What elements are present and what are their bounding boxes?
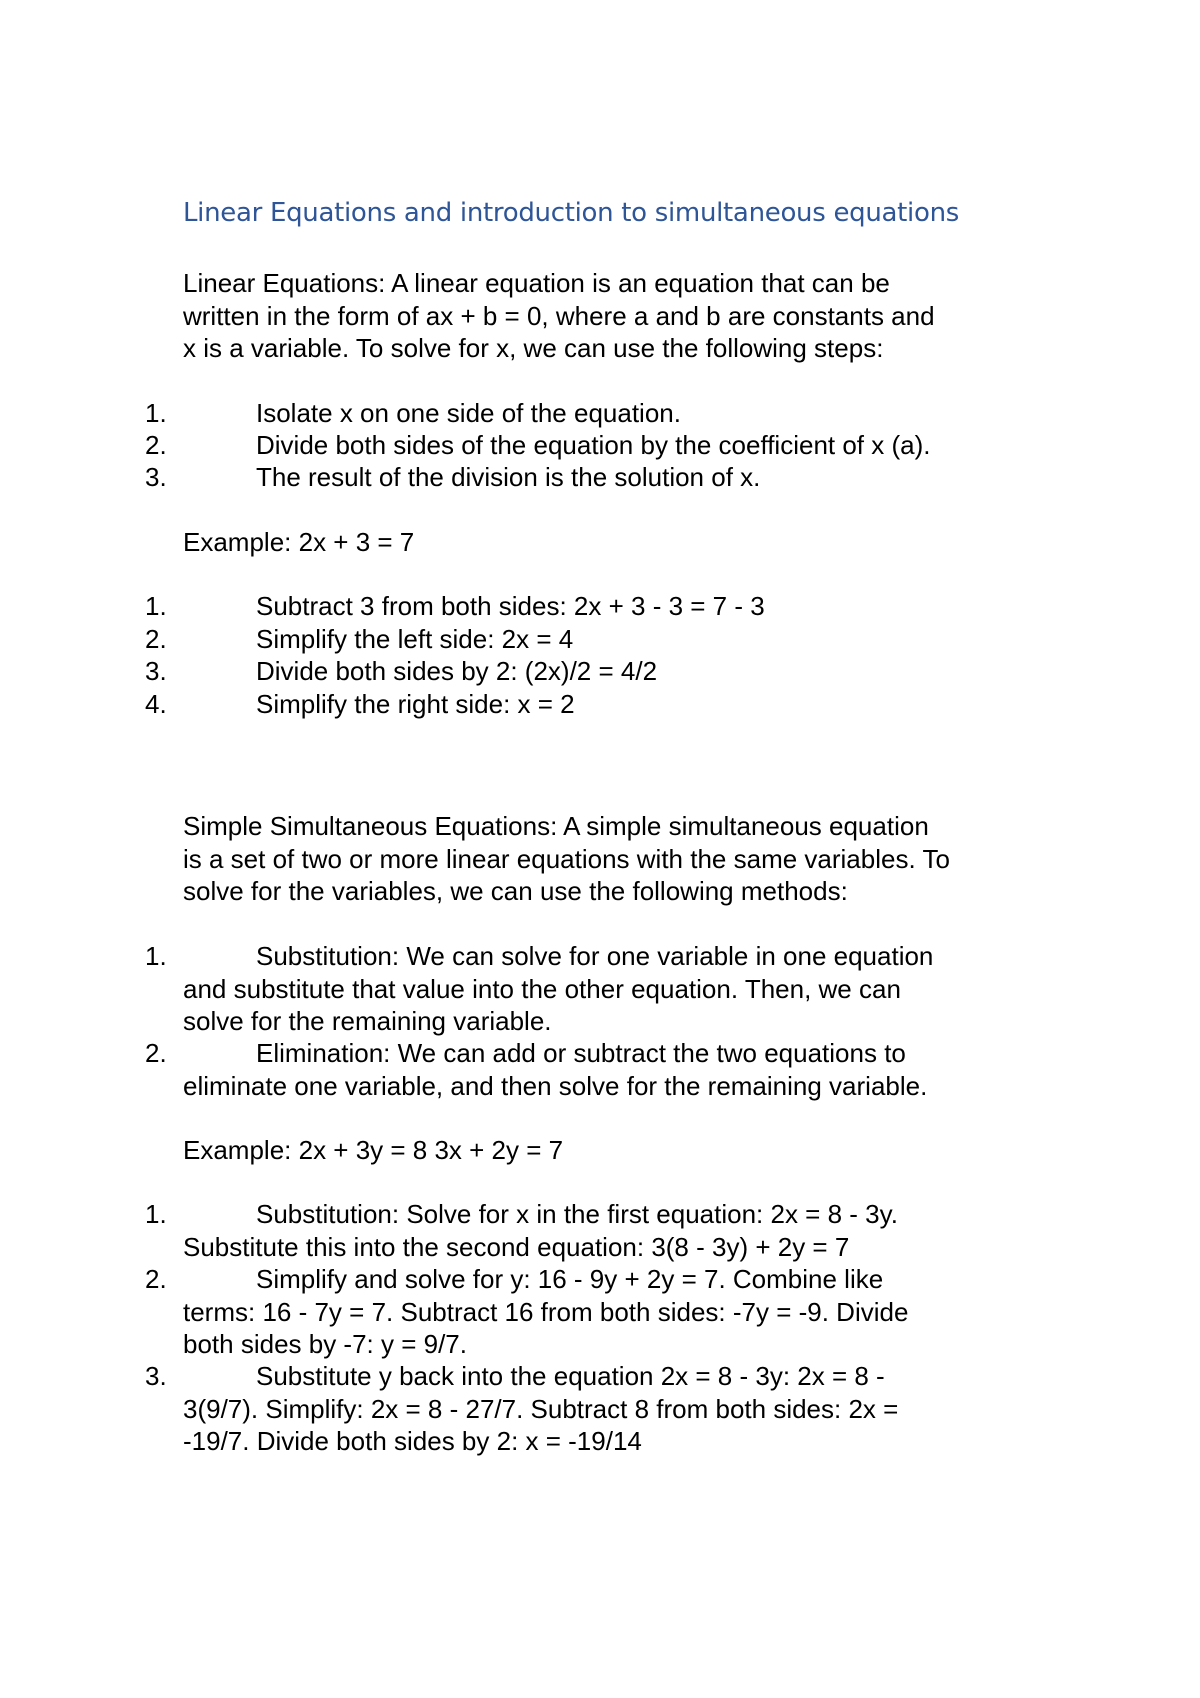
list-number: 1.: [145, 941, 167, 971]
list-text: Elimination: We can add or subtract the two equations to: [256, 1038, 906, 1068]
list-item: [145, 623, 1045, 656]
intro-line: Linear Equations: A linear equation is an equation that can be: [183, 268, 890, 298]
list-number: 1.: [145, 398, 167, 428]
list-item: [145, 940, 1045, 1038]
list-text: -19/7. Divide both sides by 2: x = -19/14: [183, 1426, 642, 1456]
list-text: Simplify the right side: x = 2: [256, 689, 575, 719]
list-number: 3.: [145, 462, 167, 492]
list-item: [145, 590, 1045, 623]
example2-heading-text: Example: 2x + 3y = 8 3x + 2y = 7: [183, 1135, 564, 1165]
simultaneous-line: is a set of two or more linear equations with the same variables. To: [183, 843, 950, 874]
document-title: Linear Equations and introduction to simultaneous equations: [183, 198, 959, 228]
list-number: 2.: [145, 1038, 167, 1068]
simultaneous-line: solve for the variables, we can use the following methods:: [183, 876, 848, 906]
list-text: Divide both sides of the equation by the coefficient of x (a).: [256, 430, 931, 460]
simultaneous-paragraph: [183, 810, 1043, 908]
list-text: and substitute that value into the other equation. Then, we can: [183, 973, 901, 1004]
example1-heading-text: Example: 2x + 3 = 7: [183, 527, 415, 557]
list-text: terms: 16 - 7y = 7. Subtract 16 from both sides: -7y = -9. Divide: [183, 1296, 909, 1327]
list-number: 2.: [145, 624, 167, 654]
list-item: [145, 1037, 1045, 1102]
example2-heading: [183, 1134, 1043, 1167]
list-item: [145, 461, 1045, 494]
list-item: [145, 655, 1045, 688]
list-text: Divide both sides by 2: (2x)/2 = 4/2: [256, 656, 658, 686]
list-text: Simplify the left side: 2x = 4: [256, 624, 574, 654]
intro-paragraph: [183, 267, 1043, 365]
list-item: [145, 1198, 1045, 1263]
list-text: Subtract 3 from both sides: 2x + 3 - 3 = 7 - 3: [256, 591, 765, 621]
list-number: 3.: [145, 656, 167, 686]
list-number: 1.: [145, 591, 167, 621]
list-item: [145, 1263, 1045, 1361]
list-text: eliminate one variable, and then solve for the remaining variable.: [183, 1070, 928, 1101]
list-number: 2.: [145, 1264, 167, 1294]
intro-line: x is a variable. To solve for x, we can use the following steps:: [183, 333, 884, 363]
simultaneous-line: Simple Simultaneous Equations: A simple simultaneous equation: [183, 811, 929, 841]
list-number: 1.: [145, 1199, 167, 1229]
intro-line: written in the form of ax + b = 0, where a and b are constants and: [183, 300, 935, 331]
list-text: both sides by -7: y = 9/7.: [183, 1329, 467, 1359]
list-item: [145, 397, 1045, 430]
list-text: Isolate x on one side of the equation.: [256, 398, 681, 428]
list-text: 3(9/7). Simplify: 2x = 8 - 27/7. Subtract 8 from both sides: 2x =: [183, 1393, 899, 1424]
list-text: Simplify and solve for y: 16 - 9y + 2y = 7. Combine like: [256, 1264, 884, 1294]
list-number: 2.: [145, 430, 167, 460]
list-text: Substitution: Solve for x in the first equation: 2x = 8 - 3y.: [256, 1199, 898, 1229]
list-text: Substitute this into the second equation: 3(8 - 3y) + 2y = 7: [183, 1231, 850, 1262]
list-text: Substitute y back into the equation 2x = 8 - 3y: 2x = 8 -: [256, 1361, 885, 1391]
list-item: [145, 1360, 1045, 1458]
list-item: [145, 429, 1045, 462]
list-item: [145, 688, 1045, 721]
list-text: Substitution: We can solve for one variable in one equation: [256, 941, 934, 971]
example1-heading: [183, 526, 1043, 559]
list-text: The result of the division is the solution of x.: [256, 462, 761, 492]
list-text: solve for the remaining variable.: [183, 1006, 552, 1036]
list-number: 4.: [145, 689, 167, 719]
list-number: 3.: [145, 1361, 167, 1391]
